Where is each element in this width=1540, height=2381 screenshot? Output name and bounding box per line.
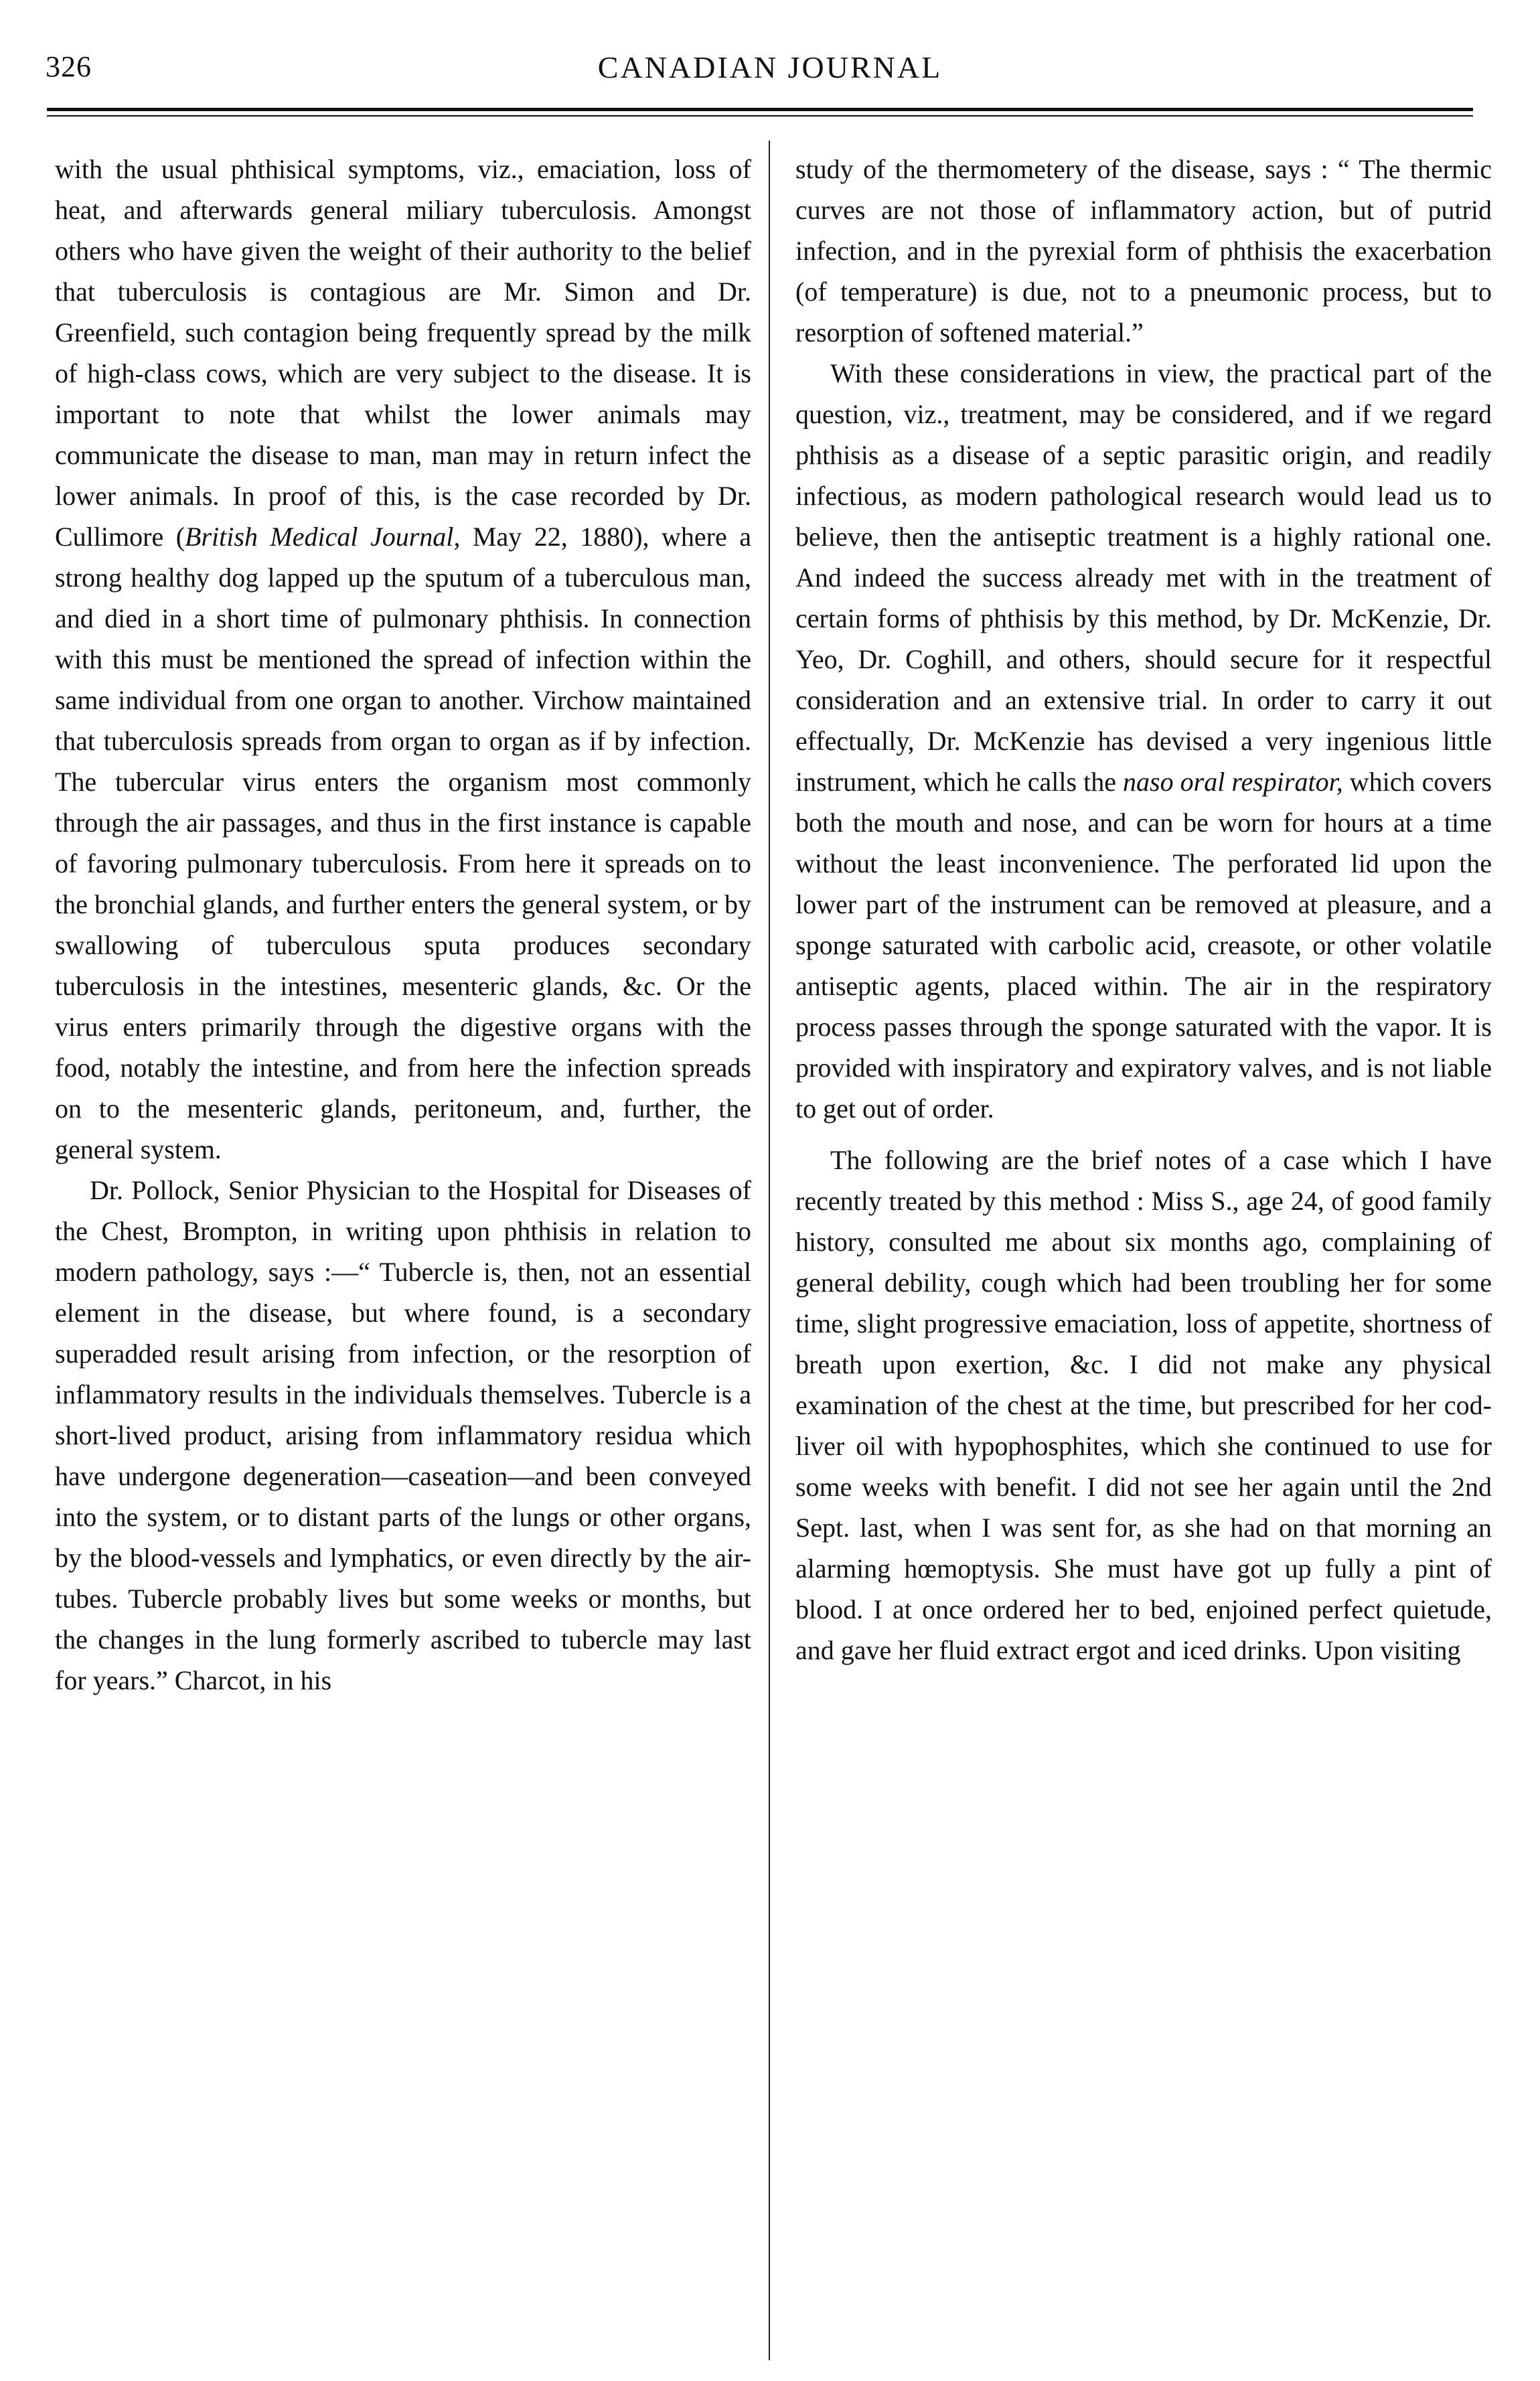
right-paragraph-1: study of the thermometery of the disease, says : “ The thermic curves are not those of inflammatory action, but of putrid infection, and in the pyrexial form of phthisis the exacerbation (of temperature) is due, not to a pneumonic process, but to resorption of softened material.”: [795, 154, 1492, 348]
right-column: [795, 149, 1492, 1671]
left-paragraph-1-continued: May 22, 1880), where a strong healthy dog lapped up the sputum of a tuberculous man, and died in a short time of pulmonary phthisis. In connection with this must be mentioned the spread of infection within the same individual from one organ to another. Virchow maintained that tuberculosis spreads from organ to organ as if by infection. The tubercular virus enters the organism most commonly through the air passages, and thus in the first instance is capable of favoring pulmonary tuberculosis. From here it spreads on to the bronchial glands, and further enters the general system, or by swallowing of tuberculous sputa produces secondary tuberculosis in the intestines, mesenteric glands, &c. Or the virus enters primarily through the digestive organs with the food, notably the intestine, and from here the infection spreads on to the mesenteric glands, peritoneum, and, further, the general system.: [55, 522, 752, 1164]
running-title: CANADIAN JOURNAL: [597, 50, 943, 84]
right-paragraph-2: [795, 353, 1492, 1129]
right-paragraph-2-continued: which covers both the mouth and nose, and can be worn for hours at a time without the least inconvenience. The perforated lid upon the lower part of the instrument can be removed at pleasure, and a sponge saturated with carbolic acid, creasote, or other volatile antiseptic agents, placed within. The air in the respiratory process passes through the sponge saturated with the vapor. It is provided with inspiratory and expiratory valves, and is not liable to get out of order.: [795, 767, 1492, 1124]
page-number: 326: [46, 50, 92, 83]
right-paragraph-2-text: With these considerations in view, the practical part of the question, viz., treatment, may be considered, and if we regard phthisis as a disease of a septic parasitic origin, and readily infectious, as modern pathological research would lead us to believe, then the antiseptic treatment is a highly rational one. And indeed the success already met with in the treatment of certain forms of phthisis by this method, by Dr. McKenzie, Dr. Yeo, Dr. Coghill, and others, should secure for it respectful consideration and an extensive trial. In order to carry it out effectually, Dr. McKenzie has devised a very ingenious little instrument, which he calls the: [795, 358, 1492, 797]
header-rule: [47, 108, 1473, 111]
header-rule-thin: [47, 115, 1473, 117]
right-paragraph-3: The following are the brief notes of a case which I have recently treated by this method : Miss S., age 24, of good family history, consulted me about six months ago, complaining of general debility, cough which had been troubling her for some time, slight progressive emaciation, loss of appetite, shortness of breath upon exertion, &c. I did not make any physical examination of the chest at the time, but prescribed for her cod-liver oil with hypophosphites, which she continued to use for some weeks with benefit. I did not see her again until the 2nd Sept. last, when I was sent for, as she had on that morning an alarming hœmoptysis. She must have got up fully a pint of blood. I at once ordered her to bed, enjoined perfect quietude, and gave her fluid extract ergot and iced drinks. Upon visiting: [795, 1145, 1492, 1665]
left-column: [55, 149, 751, 1701]
left-paragraph-1-text: with the usual phthisical symptoms, viz., emaciation, loss of heat, and afterwards general miliary tuberculosis. Amongst others who have given the weight of their authority to the belief that tuberculosis is contagious are Mr. Simon and Dr. Greenfield, such contagion being frequently spread by the milk of high-class cows, which are very subject to the disease. It is important to note that whilst the lower animals may communicate the disease to man, man may in return infect the lower animals. In proof of this, is the case recorded by Dr. Cullimore (: [55, 154, 751, 552]
instrument-name: naso oral respirator,: [1123, 767, 1343, 797]
left-paragraph-2: Dr. Pollock, Senior Physician to the Hospital for Diseases of the Chest, Brompton, in writing upon phthisis in relation to modern pathology, says :—“ Tubercle is, then, not an essential element in the disease, but where found, is a secondary superadded result arising from infection, or the resorption of inflammatory results in the individuals themselves. Tubercle is a short-lived product, arising from inflammatory residua which have undergone degeneration—caseation—and been conveyed into the system, or to distant parts of the lungs or other organs, by the blood-vessels and lymphatics, or even directly by the air-tubes. Tubercle probably lives but some weeks or months, but the changes in the lung formerly ascribed to tubercle may last for years.” Charcot, in his: [55, 1175, 751, 1695]
column-divider: [769, 141, 770, 2360]
journal-citation: British Medical Journal,: [185, 522, 461, 552]
left-paragraph-1: [55, 149, 751, 1170]
